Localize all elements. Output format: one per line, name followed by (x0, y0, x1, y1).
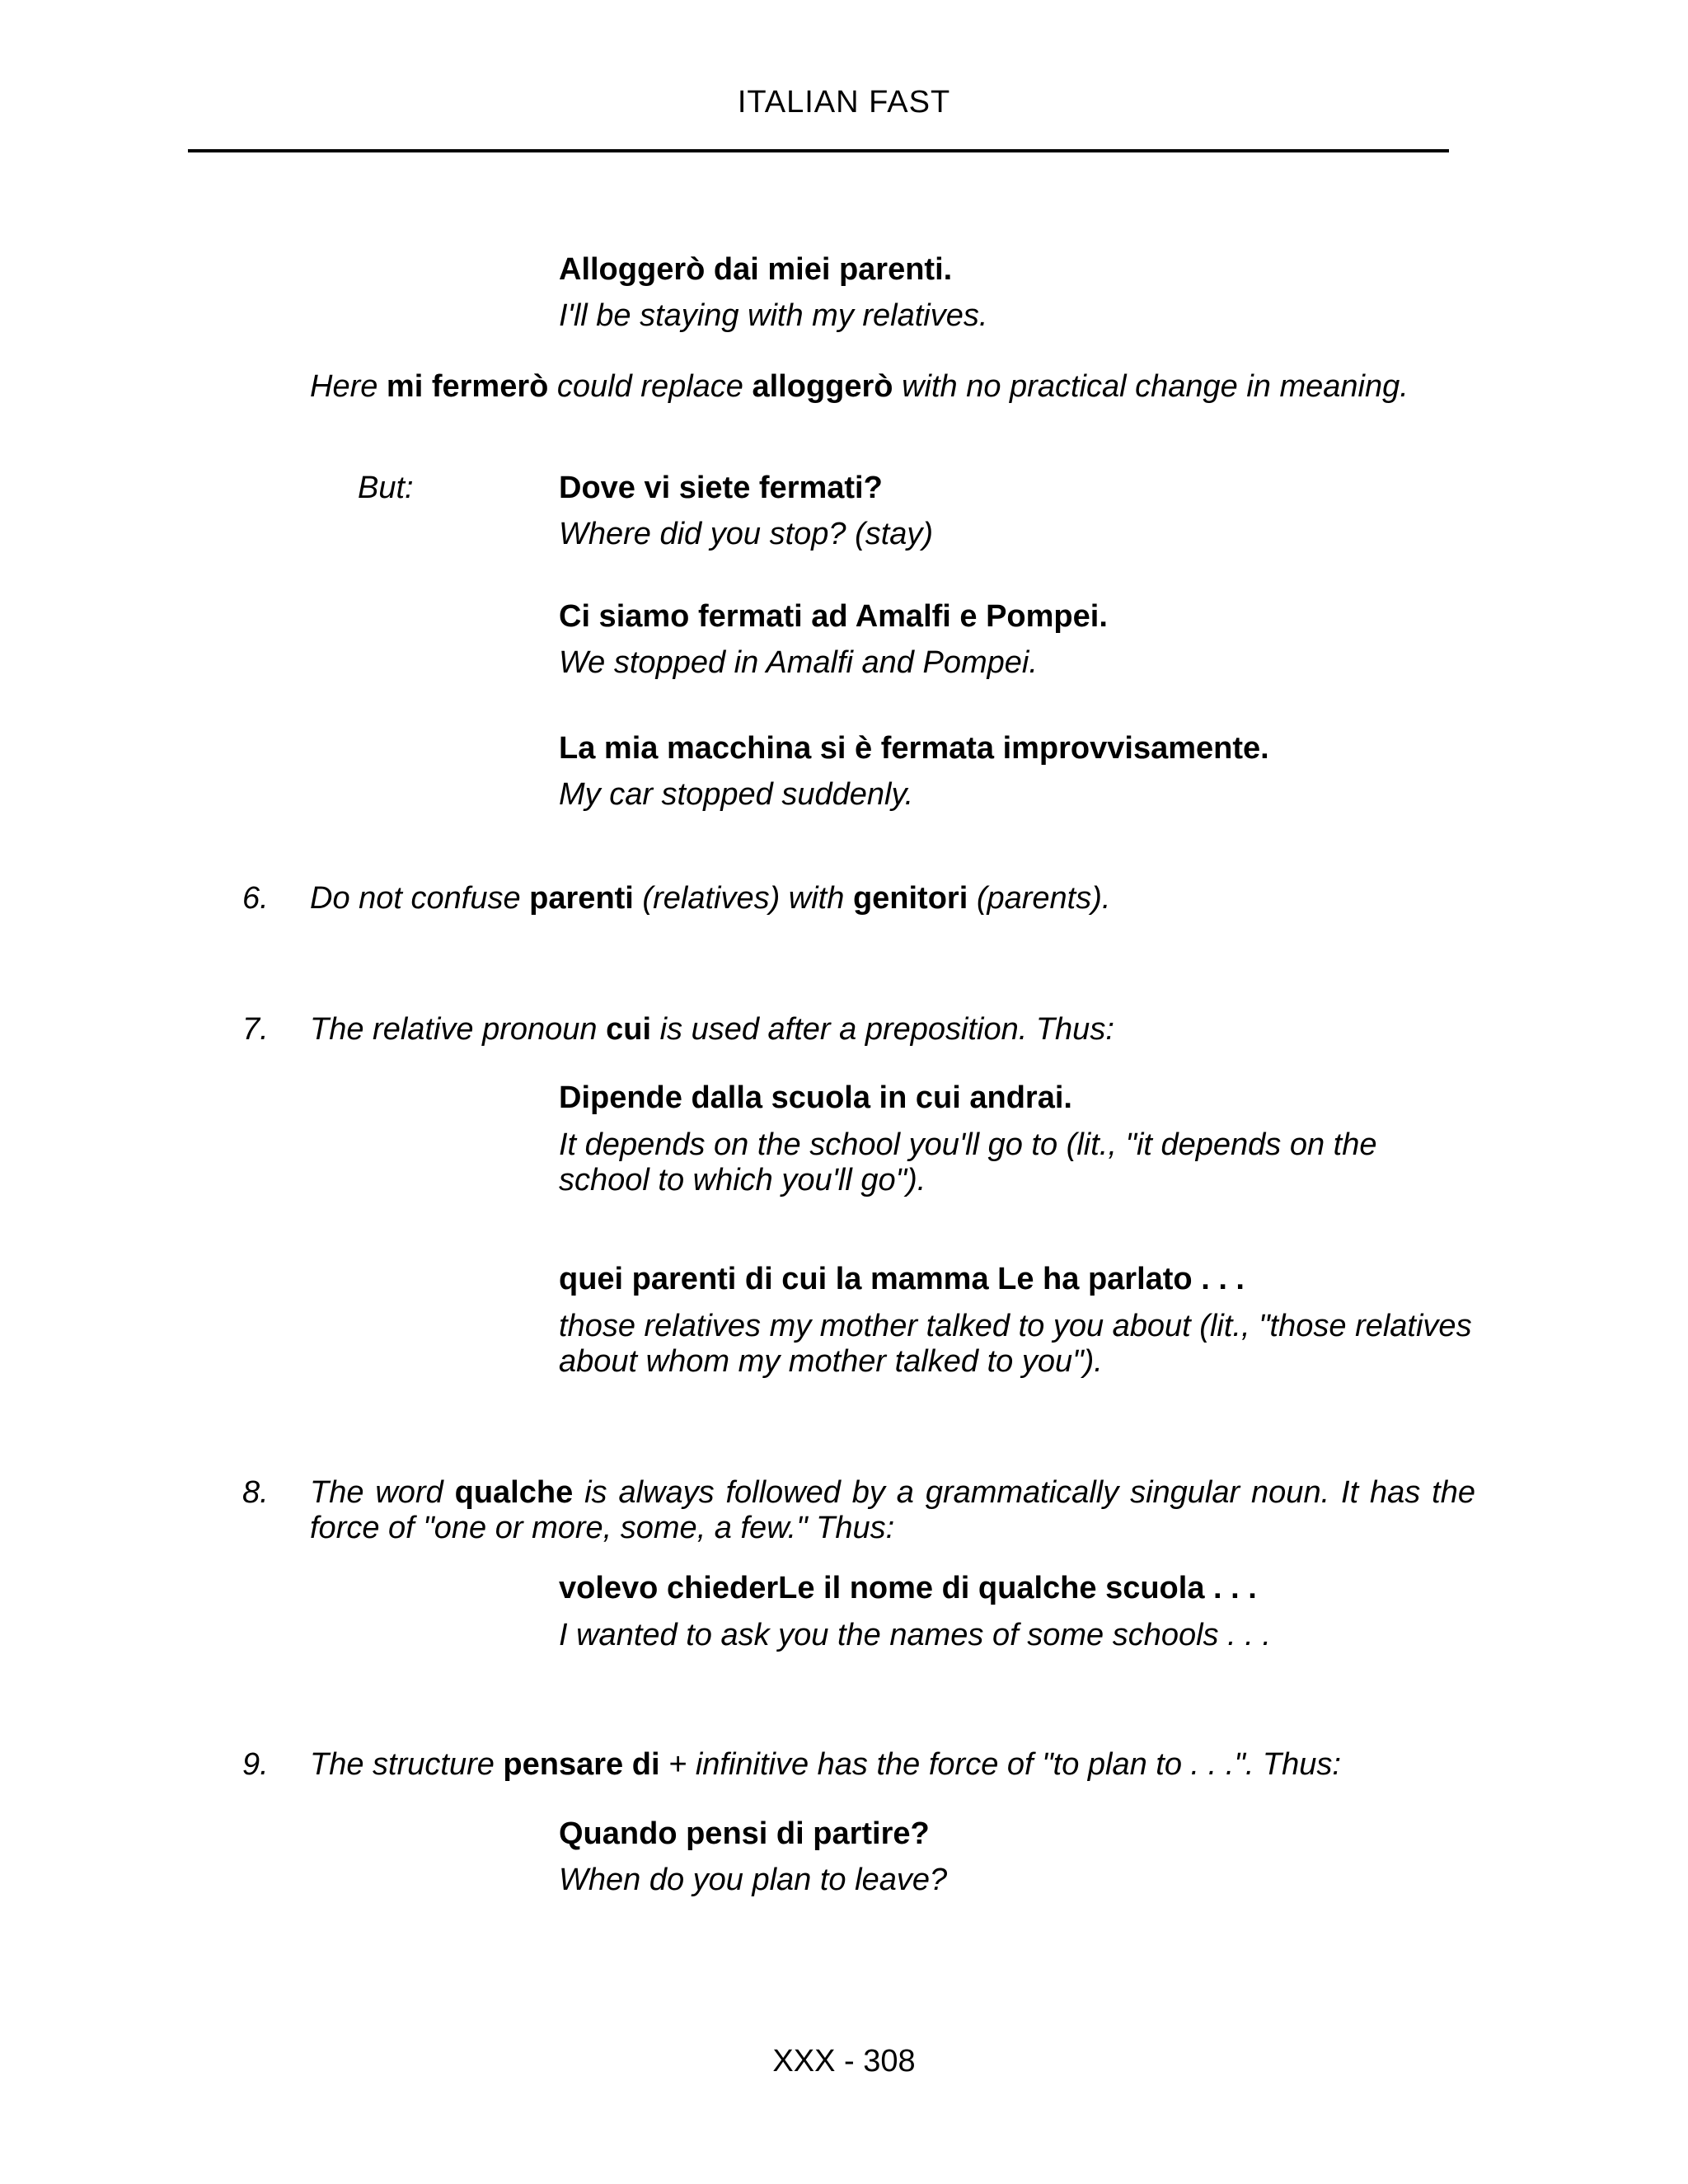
example-italian: La mia macchina si è fermata improvvisamente. (559, 731, 1269, 766)
note-paragraph (310, 1747, 1475, 1783)
note-text: The structure (310, 1747, 504, 1782)
example-english: When do you plan to leave? (559, 1863, 948, 1897)
note-number: 7. (242, 1012, 269, 1047)
example-italian: Alloggerò dai miei parenti. (559, 252, 953, 287)
page-number: XXX - 308 (772, 2044, 916, 2079)
example-english: those relatives my mother talked to you about (lit., "those relatives about whom my mother talked to you"). (559, 1309, 1472, 1379)
example-english: Where did you stop? (stay) (559, 517, 934, 551)
note-text: could replace (548, 369, 753, 404)
note-text: (parents). (968, 881, 1111, 916)
note-paragraph (310, 1012, 1475, 1047)
note-text: infinitive has the force of "to plan to . . .". Thus: (695, 1747, 1341, 1782)
note-term: parenti (529, 881, 634, 916)
note-text: with no practical change in meaning. (893, 369, 1409, 404)
note-term: alloggerò (752, 369, 893, 404)
example-italian: Dove vi siete fermati? (559, 471, 883, 505)
example-english: I'll be staying with my relatives. (559, 298, 988, 333)
note-term: mi fermerò (386, 369, 549, 404)
note-text: Do not confuse (310, 881, 530, 916)
note-paragraph (310, 369, 1475, 405)
example-italian: Ci siamo fermati ad Amalfi e Pompei. (559, 599, 1108, 634)
note-term: genitori (852, 881, 968, 916)
note-text: is used after a preposition. Thus: (651, 1012, 1114, 1047)
example-italian: Quando pensi di partire? (559, 1816, 930, 1851)
note-paragraph (310, 881, 1475, 916)
note-text: + (659, 1747, 696, 1782)
page-header: ITALIAN FAST (737, 85, 951, 120)
example-english: I wanted to ask you the names of some schools . . . (559, 1618, 1271, 1652)
note-term: cui (606, 1012, 652, 1047)
note-number: 6. (242, 881, 269, 916)
example-english: My car stopped suddenly. (559, 777, 914, 812)
note-text: Here (310, 369, 387, 404)
note-paragraph (310, 1475, 1475, 1546)
header-rule (188, 149, 1449, 152)
note-text: The word (310, 1475, 455, 1510)
example-italian: quei parenti di cui la mamma Le ha parlato . . . (559, 1262, 1245, 1296)
example-english: It depends on the school you'll go to (lit., "it depends on the school to which you'll go"). (559, 1127, 1377, 1197)
note-number: 8. (242, 1475, 269, 1510)
note-text: The relative pronoun (310, 1012, 607, 1047)
example-italian: volevo chiederLe il nome di qualche scuola . . . (559, 1571, 1257, 1605)
note-text: is always followed by a grammatically singular noun. It has the force of "one or more, some, a few." Thus: (310, 1475, 1475, 1545)
note-term: qualche (454, 1475, 574, 1510)
example-italian: Dipende dalla scuola in cui andrai. (559, 1080, 1072, 1115)
example-english: We stopped in Amalfi and Pompei. (559, 645, 1038, 680)
but-label: But: (358, 471, 414, 505)
note-term: pensare di (503, 1747, 660, 1782)
note-text: (relatives) with (633, 881, 853, 916)
note-number: 9. (242, 1747, 269, 1782)
